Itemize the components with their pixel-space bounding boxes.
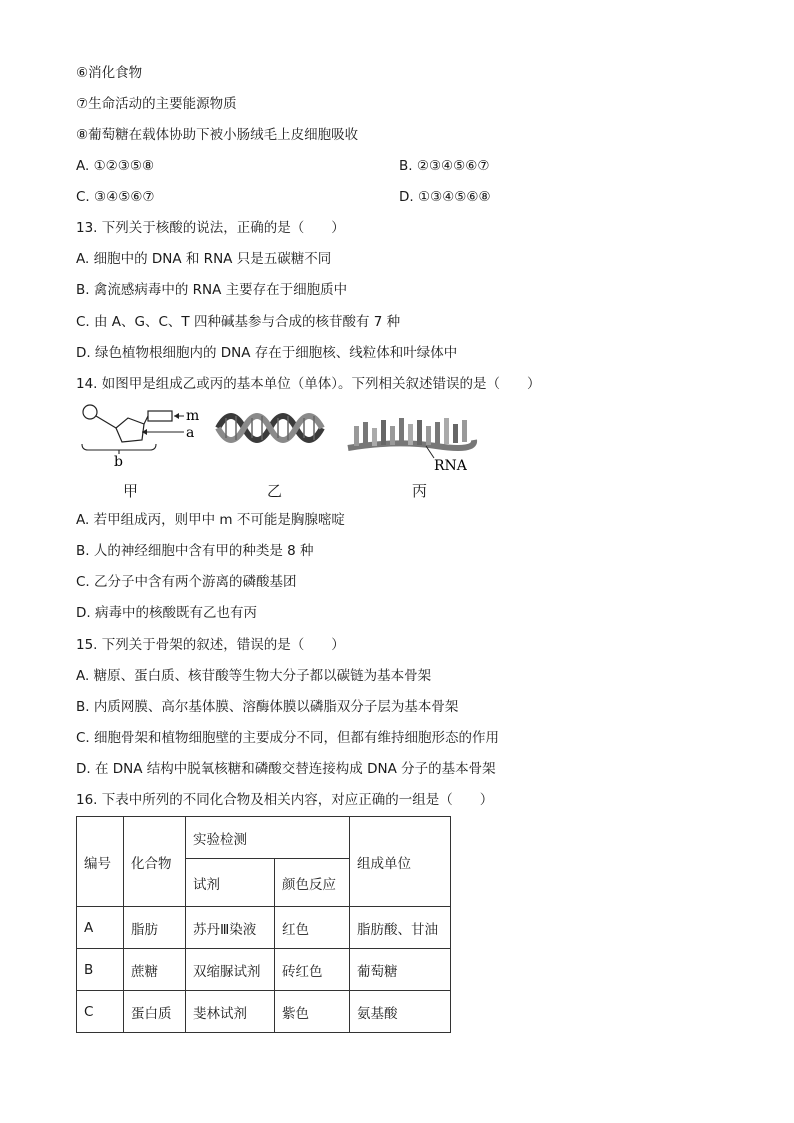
item-6: ⑥消化食物 xyxy=(76,65,143,81)
pentose-pentagon xyxy=(116,418,144,442)
item-8: ⑧葡萄糖在载体协助下被小肠绒毛上皮细胞吸收 xyxy=(76,127,359,143)
item-7: ⑦生命活动的主要能源物质 xyxy=(76,96,237,112)
q14-figure xyxy=(76,400,496,500)
q14-option-d: D. 病毒中的核酸既有乙也有丙 xyxy=(76,605,257,621)
cell-id: C xyxy=(77,991,124,1033)
label-m: m xyxy=(186,408,200,424)
label-rna: RNA xyxy=(434,458,467,474)
cell-compound: 蛋白质 xyxy=(124,991,186,1033)
base-rect xyxy=(148,411,172,421)
cell-unit: 脂肪酸、甘油 xyxy=(350,907,451,949)
q12-option-b: B. ②③④⑤⑥⑦ xyxy=(399,158,490,174)
header-test: 实验检测 xyxy=(186,817,350,859)
header-unit: 组成单位 xyxy=(350,817,451,907)
rna-strand xyxy=(348,418,474,458)
nucleotide-diagram xyxy=(76,400,496,500)
q15-option-d: D. 在 DNA 结构中脱氧核糖和磷酸交替连接构成 DNA 分子的基本骨架 xyxy=(76,761,496,777)
q15-stem: 15. 下列关于骨架的叙述，错误的是（ ） xyxy=(76,637,345,653)
q14-stem: 14. 如图甲是组成乙或丙的基本单位（单体）。下列相关叙述错误的是（ ） xyxy=(76,376,541,392)
cell-color: 砖红色 xyxy=(275,949,350,991)
cell-unit: 氨基酸 xyxy=(350,991,451,1033)
label-yi: 乙 xyxy=(267,482,283,500)
cell-reagent: 斐林试剂 xyxy=(186,991,275,1033)
label-a: a xyxy=(186,425,195,441)
cell-color: 紫色 xyxy=(275,991,350,1033)
q12-option-c: C. ③④⑤⑥⑦ xyxy=(76,189,155,205)
cell-reagent: 苏丹Ⅲ染液 xyxy=(186,907,275,949)
q16-table xyxy=(76,816,451,1033)
cell-compound: 脂肪 xyxy=(124,907,186,949)
header-id: 编号 xyxy=(77,817,124,907)
table-row xyxy=(77,991,451,1033)
cell-unit: 葡萄糖 xyxy=(350,949,451,991)
header-color: 颜色反应 xyxy=(275,859,350,907)
q13-option-a: A. 细胞中的 DNA 和 RNA 只是五碳糖不同 xyxy=(76,251,332,267)
q13-stem: 13. 下列关于核酸的说法，正确的是（ ） xyxy=(76,220,345,236)
phosphate-circle xyxy=(83,405,97,419)
q12-option-a: A. ①②③⑤⑧ xyxy=(76,158,155,174)
label-bing: 丙 xyxy=(412,482,428,500)
label-jia: 甲 xyxy=(123,482,139,500)
cell-compound: 蔗糖 xyxy=(124,949,186,991)
q15-option-a: A. 糖原、蛋白质、核苷酸等生物大分子都以碳链为基本骨架 xyxy=(76,668,432,684)
q15-option-b: B. 内质网膜、高尔基体膜、溶酶体膜以磷脂双分子层为基本骨架 xyxy=(76,699,459,715)
cell-id: A xyxy=(77,907,124,949)
q12-option-d: D. ①③④⑤⑥⑧ xyxy=(399,189,491,205)
q14-option-a: A. 若甲组成丙，则甲中 m 不可能是胸腺嘧啶 xyxy=(76,512,345,528)
header-compound: 化合物 xyxy=(124,817,186,907)
q15-option-c: C. 细胞骨架和植物细胞壁的主要成分不同，但都有维持细胞形态的作用 xyxy=(76,730,500,746)
q14-option-c: C. 乙分子中含有两个游离的磷酸基团 xyxy=(76,574,297,590)
table-row xyxy=(77,907,451,949)
header-reagent: 试剂 xyxy=(186,859,275,907)
table-row xyxy=(77,949,451,991)
dna-helix xyxy=(218,416,322,440)
q16-stem: 16. 下表中所列的不同化合物及相关内容，对应正确的一组是（ ） xyxy=(76,792,494,808)
label-b: b xyxy=(114,454,123,470)
q13-option-c: C. 由 A、G、C、T 四种碱基参与合成的核苷酸有 7 种 xyxy=(76,314,401,330)
q14-option-b: B. 人的神经细胞中含有甲的种类是 8 种 xyxy=(76,543,314,559)
q13-option-d: D. 绿色植物根细胞内的 DNA 存在于细胞核、线粒体和叶绿体中 xyxy=(76,345,458,361)
q13-option-b: B. 禽流感病毒中的 RNA 主要存在于细胞质中 xyxy=(76,282,348,298)
cell-reagent: 双缩脲试剂 xyxy=(186,949,275,991)
cell-color: 红色 xyxy=(275,907,350,949)
cell-id: B xyxy=(77,949,124,991)
brace-b xyxy=(82,444,156,450)
